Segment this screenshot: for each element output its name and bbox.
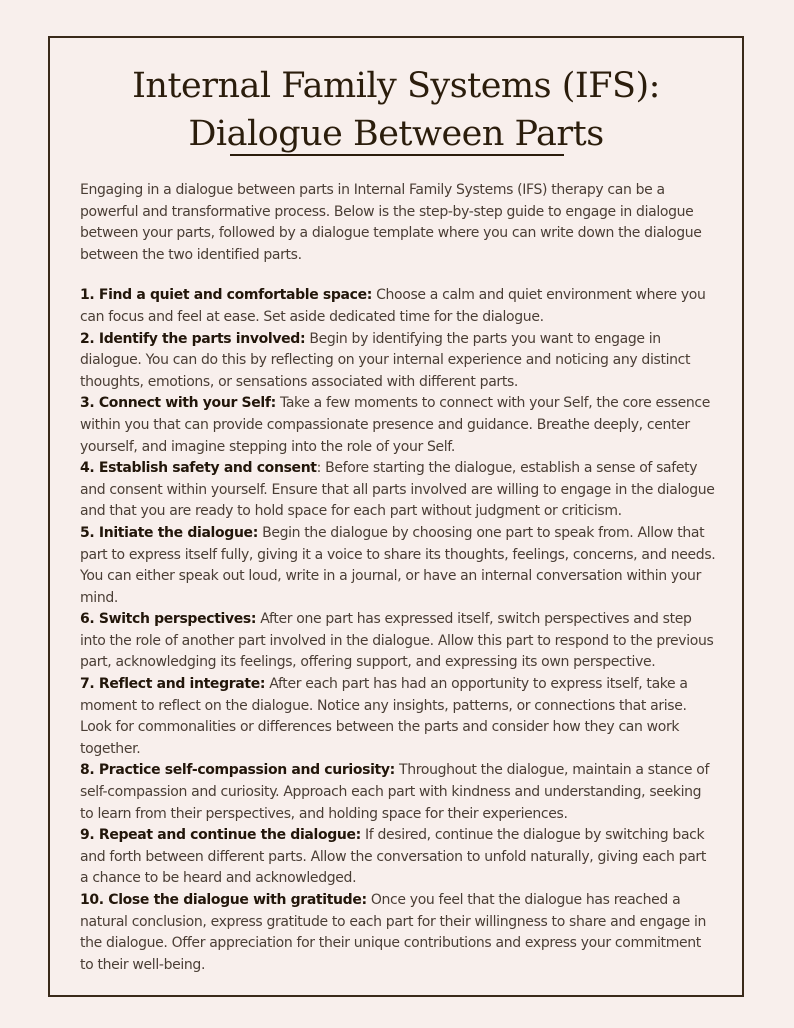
step-heading: 9. Repeat and continue the dialogue: bbox=[80, 827, 361, 844]
step-heading: 2. Identify the parts involved: bbox=[80, 330, 306, 347]
title-line-2: Dialogue Between Parts bbox=[188, 114, 604, 154]
step-text: After each part has had an opportunity to express itself, take a moment to reflect on the dialogue. Notice any insights, patterns, or connections that arise. Look for commonalities or differences between the parts and consider how they can work together. bbox=[80, 676, 688, 757]
step-text: Take a few moments to connect with your Self, the core essence within you that can provide compassionate presence and guidance. Breathe deeply, center yourself, and imagine stepping into the role of your Self. bbox=[80, 395, 711, 455]
document-body bbox=[80, 180, 716, 976]
step-heading: 7. Reflect and integrate: bbox=[80, 676, 266, 693]
step-heading: 4. Establish safety and consent bbox=[80, 460, 317, 477]
step-heading: 1. Find a quiet and comfortable space: bbox=[80, 287, 372, 304]
step-item bbox=[80, 890, 716, 976]
step-text: Throughout the dialogue, maintain a stance of self-compassion and curiosity. Approach each part with kindness and understanding, seeking to learn from their perspectives, and holding space for their experiences. bbox=[80, 762, 710, 822]
page-frame bbox=[48, 36, 744, 997]
step-item bbox=[80, 609, 716, 674]
title-underline bbox=[230, 154, 564, 156]
step-item bbox=[80, 674, 716, 760]
step-item bbox=[80, 825, 716, 890]
intro-paragraph: Engaging in a dialogue between parts in Internal Family Systems (IFS) therapy can be a powerful and transformative process. Below is the step-by-step guide to engage in dialogue between your parts, followed by a dialogue template where you can write down the dialogue between the two identified parts. bbox=[80, 182, 702, 263]
step-text: Choose a calm and quiet environment where you can focus and feel at ease. Set aside dedicated time for the dialogue. bbox=[80, 287, 706, 325]
step-text: : Before starting the dialogue, establish a sense of safety and consent within yourself. Ensure that all parts involved are willing to engage in the dialogue and that you are ready to hold space for each part without judgment or criticism. bbox=[80, 460, 715, 520]
step-text: Begin the dialogue by choosing one part to speak from. Allow that part to express itself fully, giving it a voice to share its thoughts, feelings, concerns, and needs. You can either speak out loud, write in a journal, or have an internal conversation within your mind. bbox=[80, 524, 716, 606]
step-item bbox=[80, 760, 716, 825]
step-item bbox=[80, 393, 716, 458]
step-heading: 5. Initiate the dialogue: bbox=[80, 524, 258, 541]
step-text: If desired, continue the dialogue by switching back and forth between different parts. Allow the conversation to unfold naturally, giving each part a chance to be heard and acknowledged. bbox=[80, 827, 706, 887]
step-heading: 6. Switch perspectives: bbox=[80, 611, 257, 628]
page-title bbox=[50, 62, 742, 158]
step-heading: 10. Close the dialogue with gratitude: bbox=[80, 892, 367, 908]
steps-list bbox=[80, 285, 716, 976]
step-text: Begin by identifying the parts you want to engage in dialogue. You can do this by reflecting on your internal experience and noticing any distinct thoughts, emotions, or sensations associated with different parts. bbox=[80, 330, 691, 390]
step-heading: 3. Connect with your Self: bbox=[80, 395, 276, 412]
step-item bbox=[80, 285, 716, 328]
step-text: Once you feel that the dialogue has reached a natural conclusion, express gratitude to each part for their willingness to share and engage in the dialogue. Offer appreciation for their unique contributions and express your commitment to their well-being. bbox=[80, 892, 707, 973]
step-text: After one part has expressed itself, switch perspectives and step into the role of another part involved in the dialogue. Allow this part to respond to the previous part, acknowledging its feelings, offering support, and expressing its own perspective. bbox=[80, 611, 714, 671]
title-line-1: Internal Family Systems (IFS): bbox=[132, 66, 660, 106]
step-item bbox=[80, 329, 716, 394]
step-item bbox=[80, 523, 716, 609]
step-item bbox=[80, 458, 716, 523]
step-heading: 8. Practice self-compassion and curiosity: bbox=[80, 762, 395, 779]
